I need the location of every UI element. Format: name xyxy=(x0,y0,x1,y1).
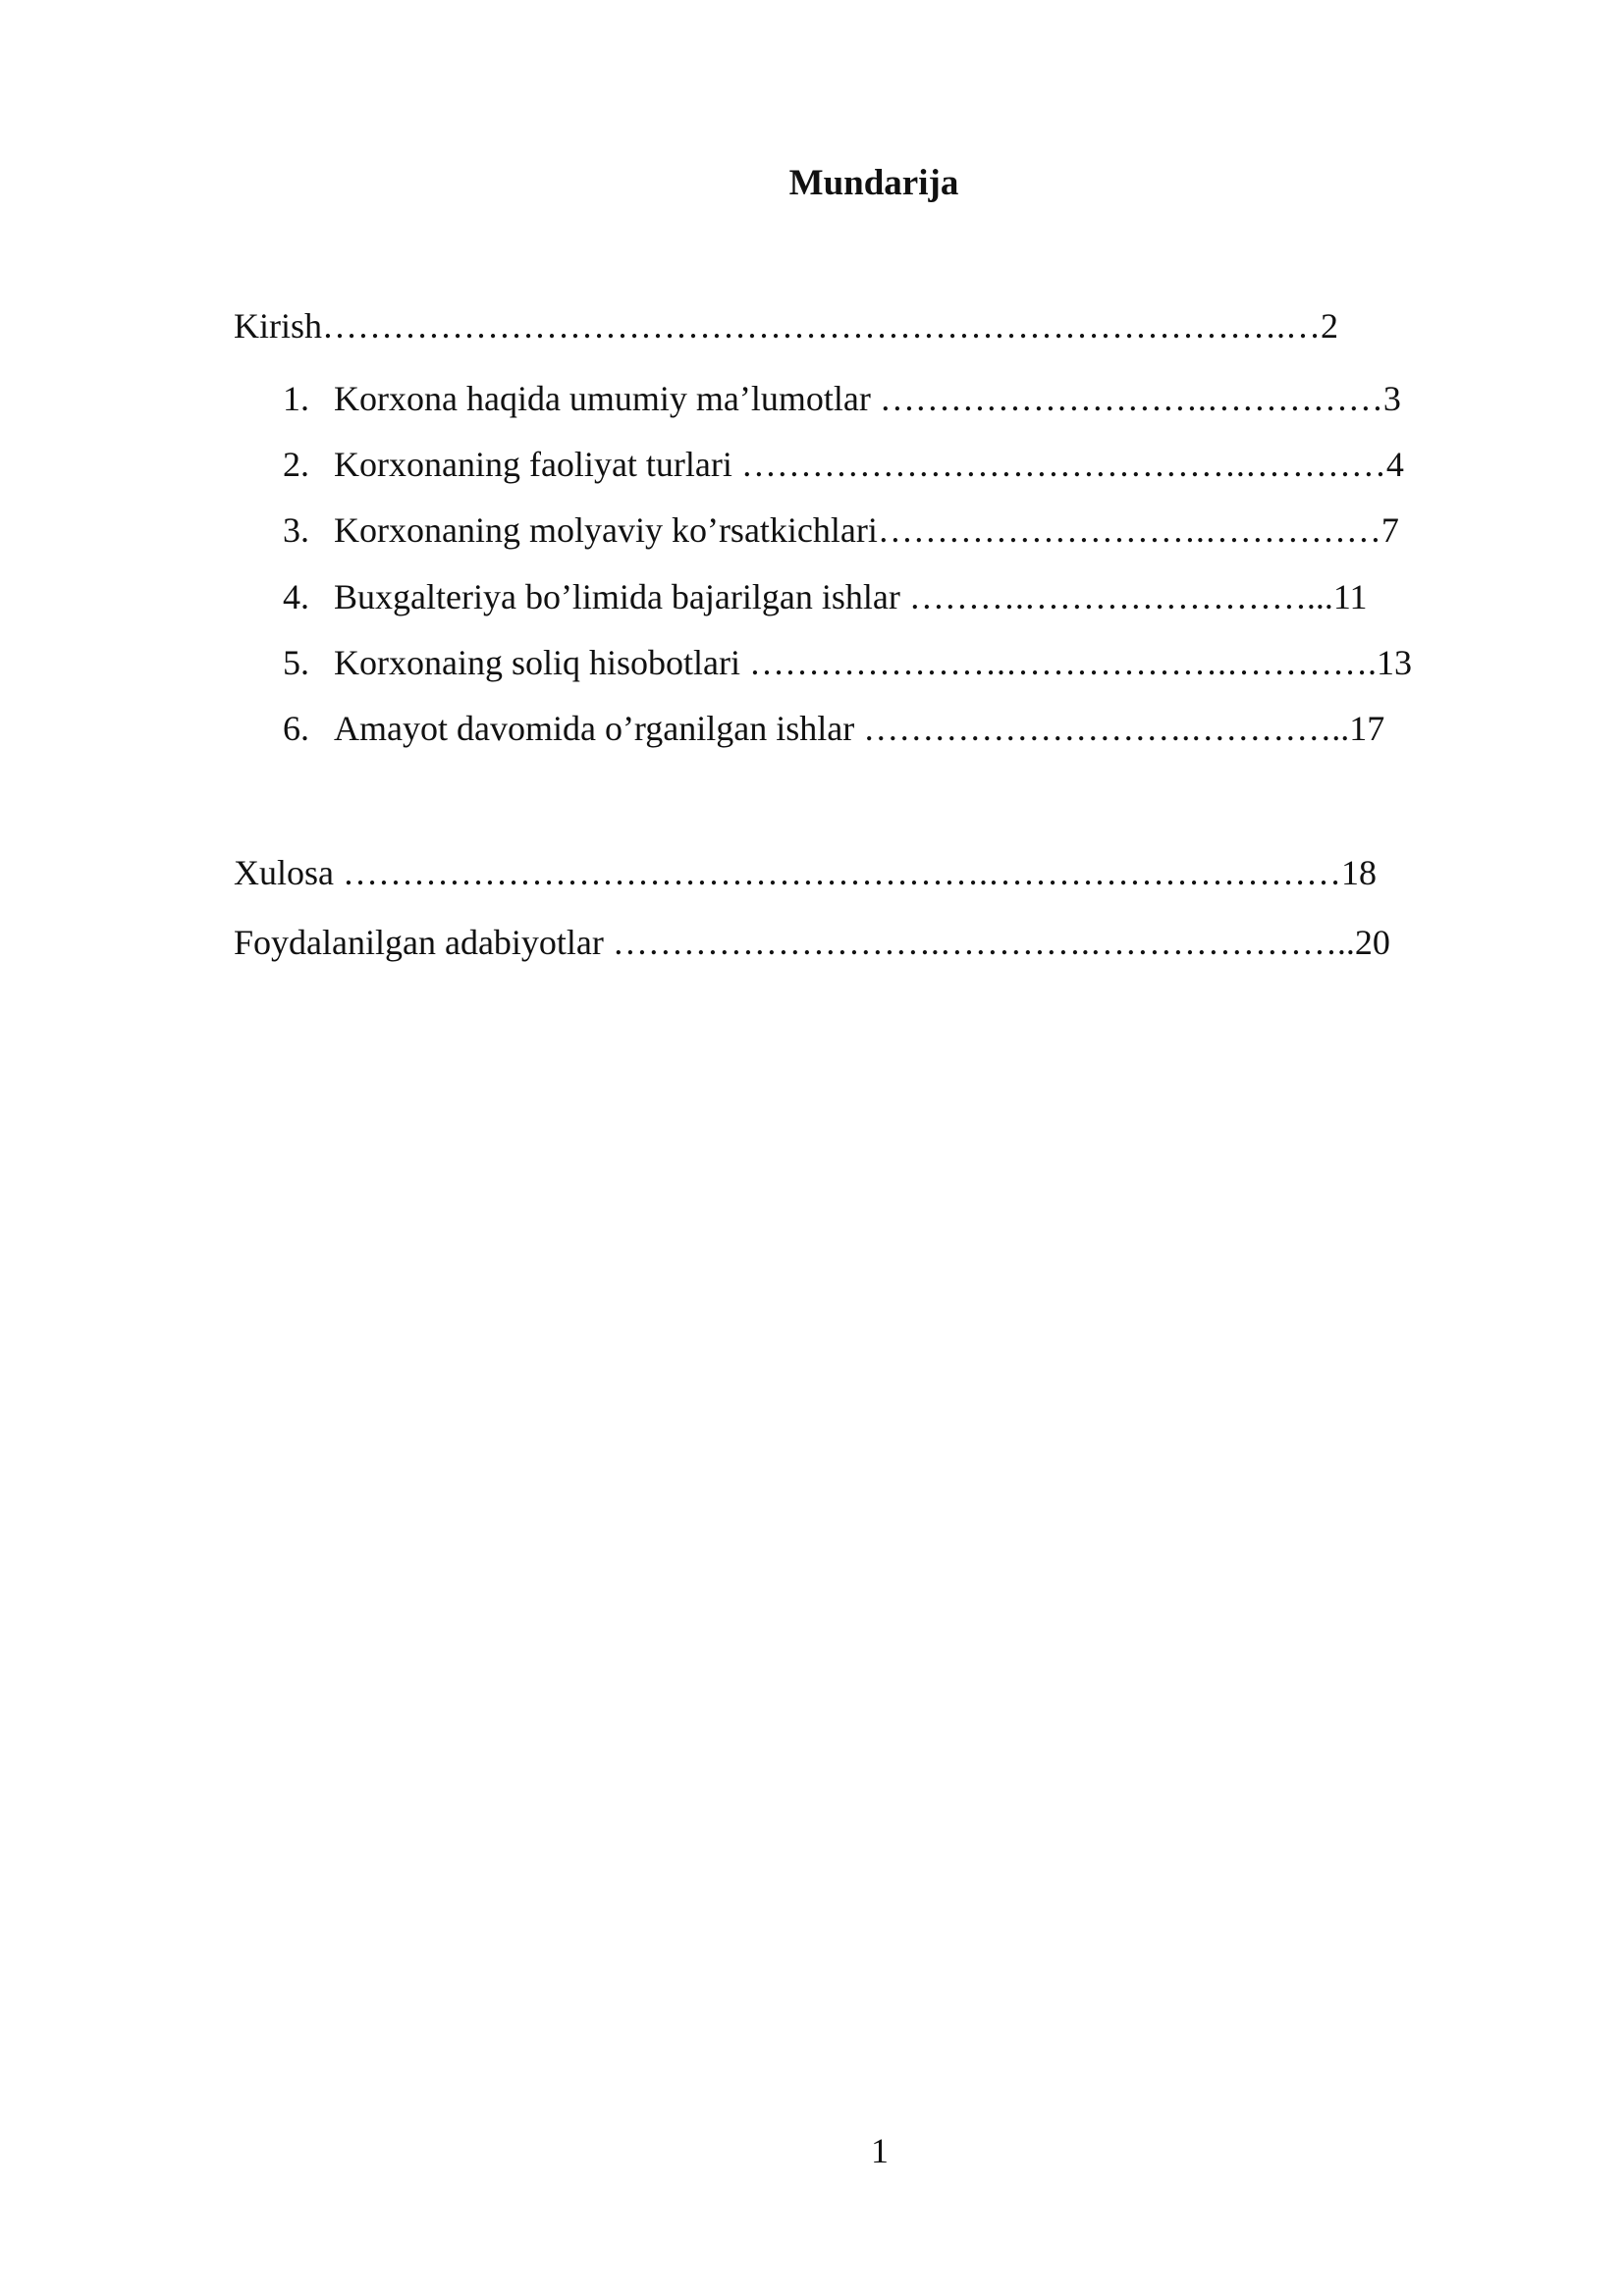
toc-entry-adabiyotlar: Foydalanilgan adabiyotlar ……………………….………….…………………..20 xyxy=(234,923,1390,962)
toc-entry-text: Korxonaning molyaviy ko’rsatkichlari……………………….……………7 xyxy=(334,510,1399,550)
toc-entry-text: Korxona haqida umumiy ma’lumotlar ……………………….……………3 xyxy=(334,379,1401,418)
page-number: 1 xyxy=(871,2131,889,2170)
toc-entry-1 xyxy=(283,374,1401,423)
toc-entry-number: 3. xyxy=(283,510,309,550)
page-title: Mundarija xyxy=(788,163,959,203)
toc-entry-xulosa: Xulosa ……………………………………………….…………………………18 xyxy=(234,853,1377,892)
toc-entry-number: 2. xyxy=(283,445,309,484)
toc-entry-text: Korxonaning faoliyat turlari …………………………………….…………4 xyxy=(334,445,1404,484)
toc-entry-5 xyxy=(283,638,1412,687)
toc-entry-number: 5. xyxy=(283,643,309,682)
toc-entry-6 xyxy=(283,704,1384,753)
toc-entry-text: Buxgalteriya bo’limida bajarilgan ishlar ……….……………………...11 xyxy=(334,577,1368,616)
toc-entry-2 xyxy=(283,440,1404,489)
toc-entry-number: 6. xyxy=(283,709,309,748)
toc-entry-3 xyxy=(283,506,1399,555)
toc-entry-number: 4. xyxy=(283,577,309,616)
toc-entry-4 xyxy=(283,572,1368,621)
toc-entry-text: Korxonaing soliq hisobotlari ………………….……………….………….13 xyxy=(334,643,1412,682)
toc-entry-kirish: Kirish……………………………………………………………………….…2 xyxy=(234,306,1338,346)
toc-entry-number: 1. xyxy=(283,379,309,418)
toc-entry-text: Amayot davomida o’rganilgan ishlar ……………………….…………..17 xyxy=(334,709,1385,748)
